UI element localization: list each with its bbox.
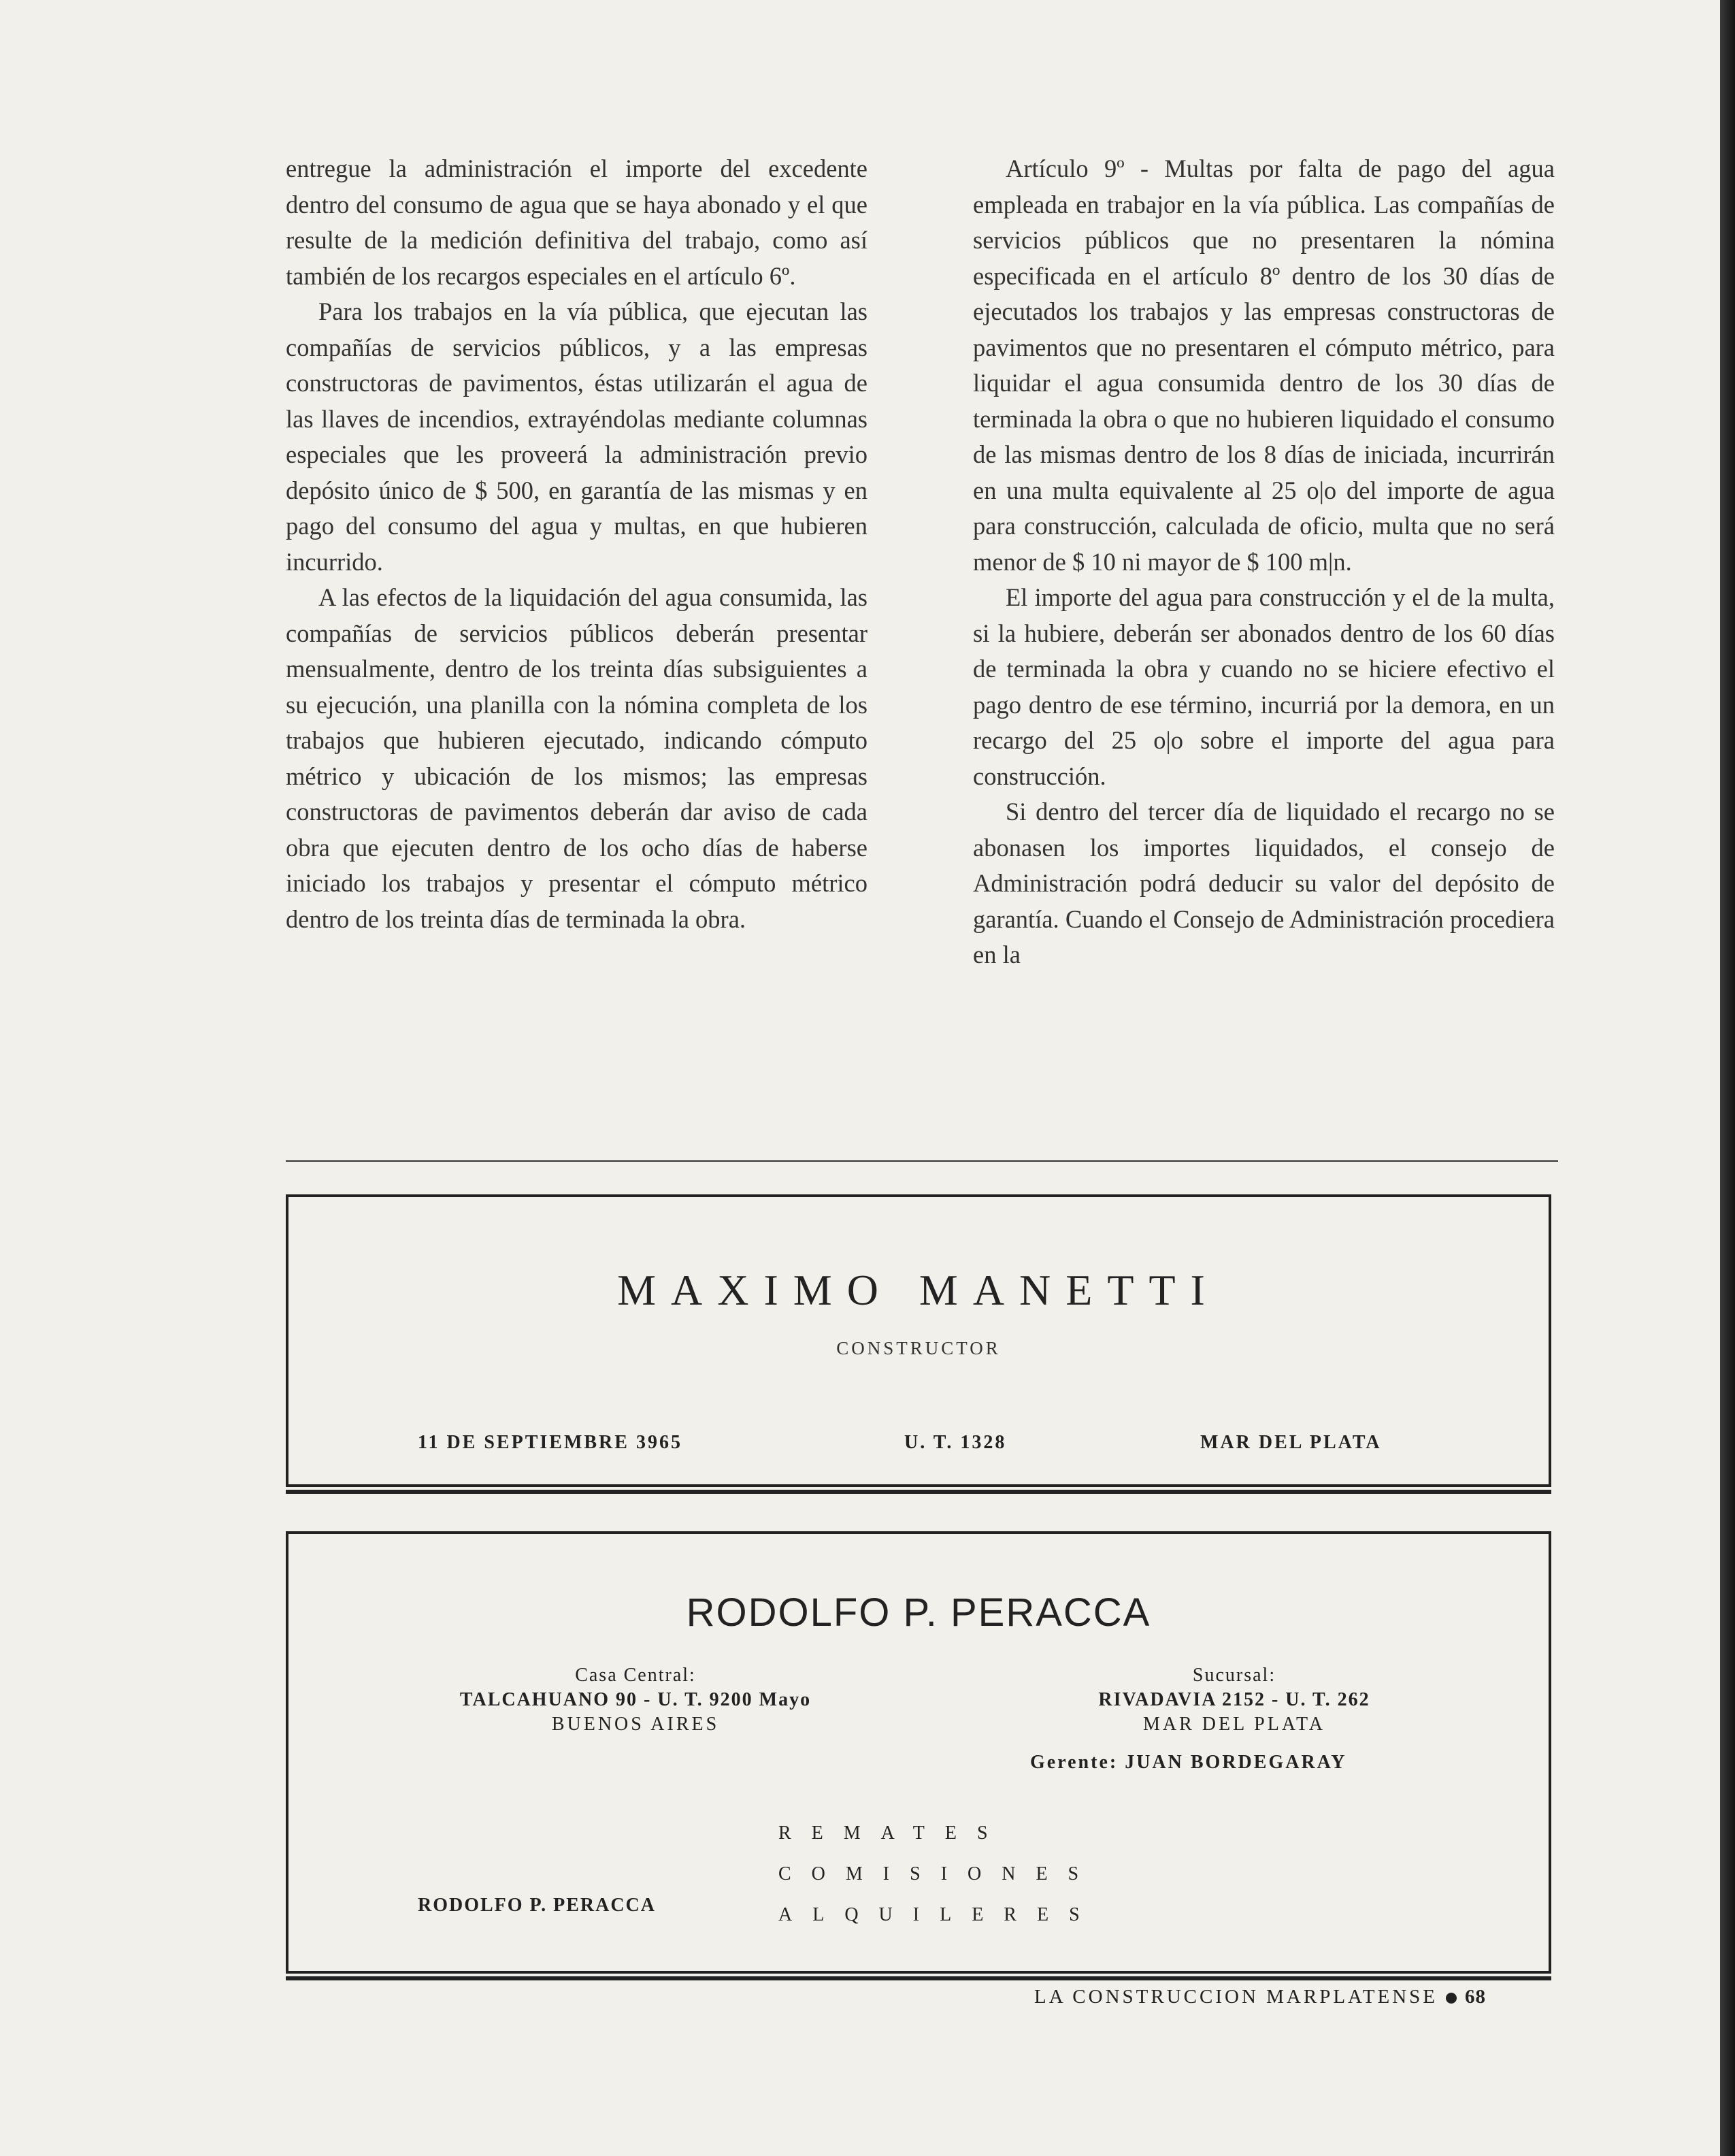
ad-manetti-phone: U. T. 1328 (904, 1432, 1007, 1453)
central-address: TALCAHUANO 90 - U. T. 9200 Mayo (459, 1689, 812, 1710)
page-edge-shadow (1720, 0, 1735, 2156)
ad-peracca-manager: Gerente: JUAN BORDEGARAY (1030, 1752, 1347, 1773)
service-item: ALQUILERES (778, 1904, 1100, 1925)
article-paragraph: entregue la administración el importe del excedente dentro del consumo de agua que se haya abonado y el que resulte de la medición definitiva del trabajo, como así también de los recargos especiales en el artículo 6º. (286, 154, 868, 290)
section-divider (286, 1160, 1558, 1162)
ad-peracca-name: RODOLFO P. PERACCA (686, 1590, 1151, 1635)
ad-manetti-role: CONSTRUCTOR (836, 1338, 1001, 1358)
branch-city: MAR DEL PLATA (1142, 1714, 1326, 1735)
article-paragraph: Para los trabajos en la vía pública, que ejecutan las compañías de servicios públicos, y a las empresas constructoras de pavimentos, éstas utilizarán el agua de las llaves de incendios, extrayéndolas mediante columnas especiales que les proveerá la administración previo depósito único de $ 500, en garantía de las mismas y en pago del consumo del agua y multas, en que hubieren incurrido. (286, 297, 868, 576)
ad-peracca (286, 1531, 1551, 1974)
bullet-icon (1446, 1993, 1457, 2004)
page-number: 68 (1465, 1986, 1486, 2008)
article-paragraph: A las efectos de la liquidación del agua consumida, las compañías de servicios públicos deberán presentar mensualmente, dentro de los treinta días subsiguientes a su ejecución, una planilla con la nómina completa de los trabajos que hubieren ejecutado, indicando cómputo métrico y ubicación de los mismos; las empresas constructoras de pavimentos deberán dar aviso de cada obra que ejecuten dentro de los ocho días de haberse iniciado los trabajos y presentar el cómputo métrico dentro de los treinta días de terminada la obra. (286, 583, 868, 933)
branch-label: Sucursal: (1192, 1665, 1276, 1686)
ad-manetti-address: 11 DE SEPTIEMBRE 3965 (418, 1432, 682, 1453)
central-city: BUENOS AIRES (551, 1714, 720, 1735)
article-paragraph: El importe del agua para construcción y el de la multa, si la hubiere, deberán ser abonados dentro de los 60 días de terminada la obra y cuando no se hiciere efectivo el pago dentro de ese término, incurriá por la demora, en un recargo del 25 o|o sobre el importe del agua para construcción. (973, 583, 1555, 790)
article-right-column (973, 151, 1555, 973)
ad-peracca-central (404, 1663, 867, 1737)
ad-manetti-name: MAXIMO MANETTI (617, 1266, 1220, 1314)
ad-manetti (286, 1194, 1551, 1487)
ad-peracca-branch (1010, 1663, 1459, 1737)
central-label: Casa Central: (575, 1665, 696, 1686)
ad-peracca-signature: RODOLFO P. PERACCA (418, 1895, 656, 1916)
page-footer (1034, 1986, 1486, 2008)
publication-name: LA CONSTRUCCION MARPLATENSE (1034, 1986, 1438, 2008)
service-item: REMATES (778, 1823, 1008, 1844)
article-paragraph: Artículo 9º - Multas por falta de pago del agua empleada en trabajor en la vía pública. Las compañías de servicios públicos que no presentaren la nómina especificada en el artículo 8º dentro de los 30 días de ejecutados los trabajos y las empresas constructoras de pavimentos que no presentaren el cómputo métrico, para liquidar el agua consumida dentro de los 30 días de terminada la obra o que no hubieren liquidado el consumo de las mismas dentro de los 8 días de iniciada, incurrirán en una multa equivalente al 25 o|o del importe de agua para construcción, calculada de oficio, multa que no será menor de $ 10 ni mayor de $ 100 m|n. (973, 154, 1555, 576)
branch-address: RIVADAVIA 2152 - U. T. 262 (1098, 1689, 1370, 1710)
article-paragraph: Si dentro del tercer día de liquidado el recargo no se abonasen los importes liquidados, el consejo de Administración podrá deducir su valor del depósito de garantía. Cuando el Consejo de Administración procediera en la (973, 798, 1555, 968)
ad-manetti-city: MAR DEL PLATA (1200, 1432, 1382, 1453)
service-item: COMISIONES (778, 1863, 1100, 1884)
article-left-column (286, 151, 868, 937)
ad-peracca-services (778, 1813, 1119, 1936)
